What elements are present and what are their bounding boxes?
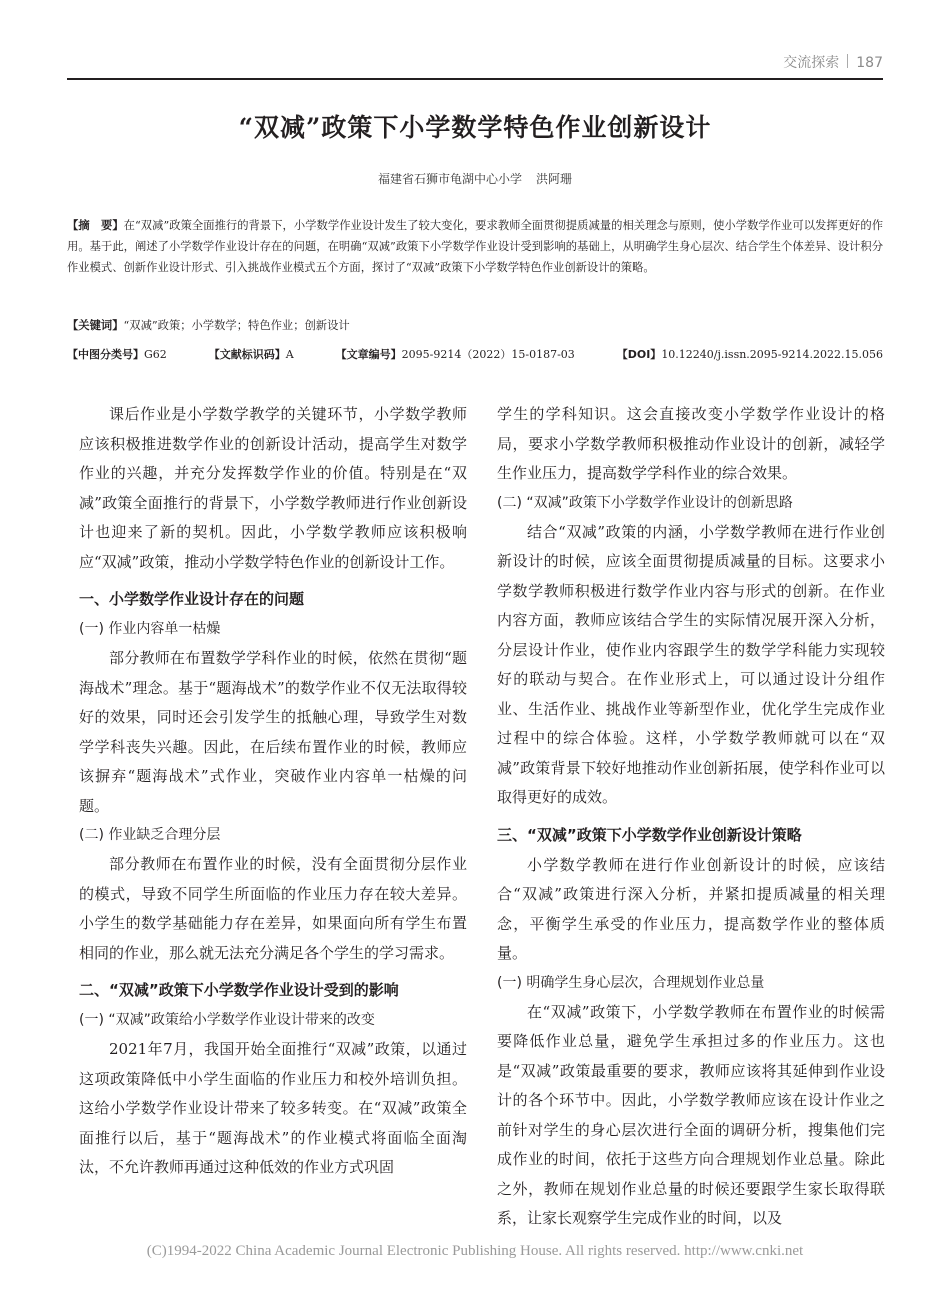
subsection-heading-3-1: (一) 明确学生身心层次，合理规划作业总量 [497, 974, 765, 991]
paragraph-2-1-continued: 学生的学科知识。这会直接改变小学数学作业设计的格局，要求小学数学教师积极推动作业设计的创新，减轻学生作业压力，提高数学学科作业的综合效果。 [497, 405, 885, 482]
clc-label: 【中图分类号】 [67, 348, 144, 361]
intro-paragraph: 课后作业是小学数学教学的关键环节，小学数学教师应该积极推进数学作业的创新设计活动，提高学生对数学作业的兴趣，并充分发挥数学作业的价值。特别是在“双减”政策全面推行的背景下，小学数学教师进行作业创新设计也迎来了新的契机。因此，小学数学教师应该积极响应“双减”政策，推动小学数学特色作业的创新设计工作。 [79, 405, 467, 571]
author-line [0, 170, 950, 187]
doc-code-value: A [285, 348, 294, 361]
left-column [79, 400, 467, 1183]
header-separator [847, 54, 848, 68]
author-name: 洪阿珊 [536, 172, 573, 186]
doc-code-label: 【文献标识码】 [208, 348, 286, 361]
paragraph-1-1: 部分教师在布置数学学科作业的时候，依然在贯彻“题海战术”理念。基于“题海战术”的数学作业不仅无法取得较好的效果，同时还会引发学生的抵触心理，导致学生对数学学科丧失兴趣。因此，在后续布置作业的时候，教师应该摒弃“题海战术”式作业，突破作业内容单一枯燥的问题。 [79, 649, 467, 815]
abstract-label: 【摘 要】 [67, 219, 124, 232]
copyright-footer: (C)1994-2022 China Academic Journal Electronic Publishing House. All rights reserved. http://www.cnki.net [146, 1243, 804, 1259]
subsection-heading-2-1: (一) “双减”政策给小学数学作业设计带来的改变 [79, 1012, 375, 1028]
subsection-heading-2-2: (二) “双减”政策下小学数学作业设计的创新思路 [497, 494, 793, 511]
doi-item [617, 346, 883, 362]
abstract [67, 215, 883, 278]
page-number: 187 [856, 55, 883, 71]
author-affiliation: 福建省石狮市龟湖中心小学 [377, 172, 522, 186]
article-number-item [336, 346, 575, 362]
paragraph-2-2: 结合“双减”政策的内涵，小学数学教师在进行作业创新设计的时候，应该全面贯彻提质减量的目标。这要求小学数学教师积极进行数学作业内容与形式的创新。在作业内容方面，教师应该结合学生的实际情况展开深入分析，分层设计作业，使作业内容跟学生的数学学科能力实现较好的联动与契合。在作业形式上，可以通过设计分组作业、生活作业、挑战作业等新型作业，优化学生完成作业过程中的综合体验。这样，小学数学教师就可以在“双减”政策背景下较好地推动作业创新拓展，使学科作业可以取得更好的成效。 [497, 522, 885, 806]
keywords-label: 【关键词】 [67, 319, 124, 332]
section-heading-1: 一、小学数学作业设计存在的问题 [79, 590, 305, 608]
clc-item [67, 346, 167, 362]
paragraph-1-2: 部分教师在布置作业的时候，没有全面贯彻分层作业的模式，导致不同学生所面临的作业压力存在较大差异。小学生的数学基础能力存在差异，如果面向所有学生布置相同的作业，那么就无法充分满足各个学生的学习需求。 [79, 855, 467, 962]
clc-value: G62 [144, 348, 167, 361]
header-right [783, 52, 883, 72]
doc-code-item [209, 346, 294, 362]
doi-label: 【DOI】 [616, 348, 662, 361]
right-column [497, 400, 885, 1234]
header-rule [67, 78, 883, 80]
section-heading-3: 三、“双减”政策下小学数学作业创新设计策略 [497, 825, 802, 844]
section-heading-2: 二、“双减”政策下小学数学作业设计受到的影响 [79, 981, 399, 999]
article-number-value: 2095-9214（2022）15-0187-03 [401, 348, 575, 361]
paragraph-3-intro: 小学数学教师在进行作业创新设计的时候，应该结合“双减”政策进行深入分析，并紧扣提质减量的相关理念，平衡学生承受的作业压力，提高数学作业的整体质量。 [497, 855, 885, 962]
paragraph-2-1: 2021年7月，我国开始全面推行“双减”政策，以通过这项政策降低中小学生面临的作业压力和校外培训负担。这给小学数学作业设计带来了较多转变。在“双减”政策全面推行以后，基于“题海战术”的作业模式将面临全面淘汰，不允许教师再通过这种低效的作业方式巩固 [79, 1040, 467, 1176]
doi-value: 10.12240/j.issn.2095-9214.2022.15.056 [661, 348, 883, 361]
keywords [67, 317, 883, 333]
article-title: “双减”政策下小学数学特色作业创新设计 [238, 113, 712, 142]
keywords-text: “双减”政策；小学数学；特色作业；创新设计 [123, 319, 350, 332]
article-number-label: 【文章编号】 [335, 348, 402, 361]
article-meta [67, 346, 883, 362]
subsection-heading-1-1: (一) 作业内容单一枯燥 [79, 621, 221, 637]
paragraph-3-1: 在“双减”政策下，小学数学教师在布置作业的时候需要降低作业总量，避免学生承担过多的作业压力。这也是“双减”政策最重要的要求，教师应该将其延伸到作业设计的各个环节中。因此，小学数学教师应该在设计作业之前针对学生的身心层次进行全面的调研分析，搜集他们完成作业的时间，依托于这些方向合理规划作业总量。除此之外，教师在规划作业总量的时候还要跟学生家长取得联系，让家长观察学生完成作业的时间，以及 [497, 1002, 885, 1227]
section-name: 交流探索 [783, 55, 840, 71]
subsection-heading-1-2: (二) 作业缺乏合理分层 [79, 827, 221, 843]
abstract-text: 在“双减”政策全面推行的背景下，小学数学作业设计发生了较大变化，要求教师全面贯彻提质减量的相关理念与原则，使小学数学作业可以发挥更好的作用。基于此，阐述了小学数学作业设计存在的问题，在明确“双减”政策下小学数学作业设计受到影响的基础上，从明确学生身心层次、结合学生个体差异、设计积分作业模式、创新作业设计形式、引入挑战作业模式五个方面，探讨了“双减”政策下小学数学特色作业创新设计的策略。 [67, 219, 883, 274]
running-header [67, 50, 883, 80]
